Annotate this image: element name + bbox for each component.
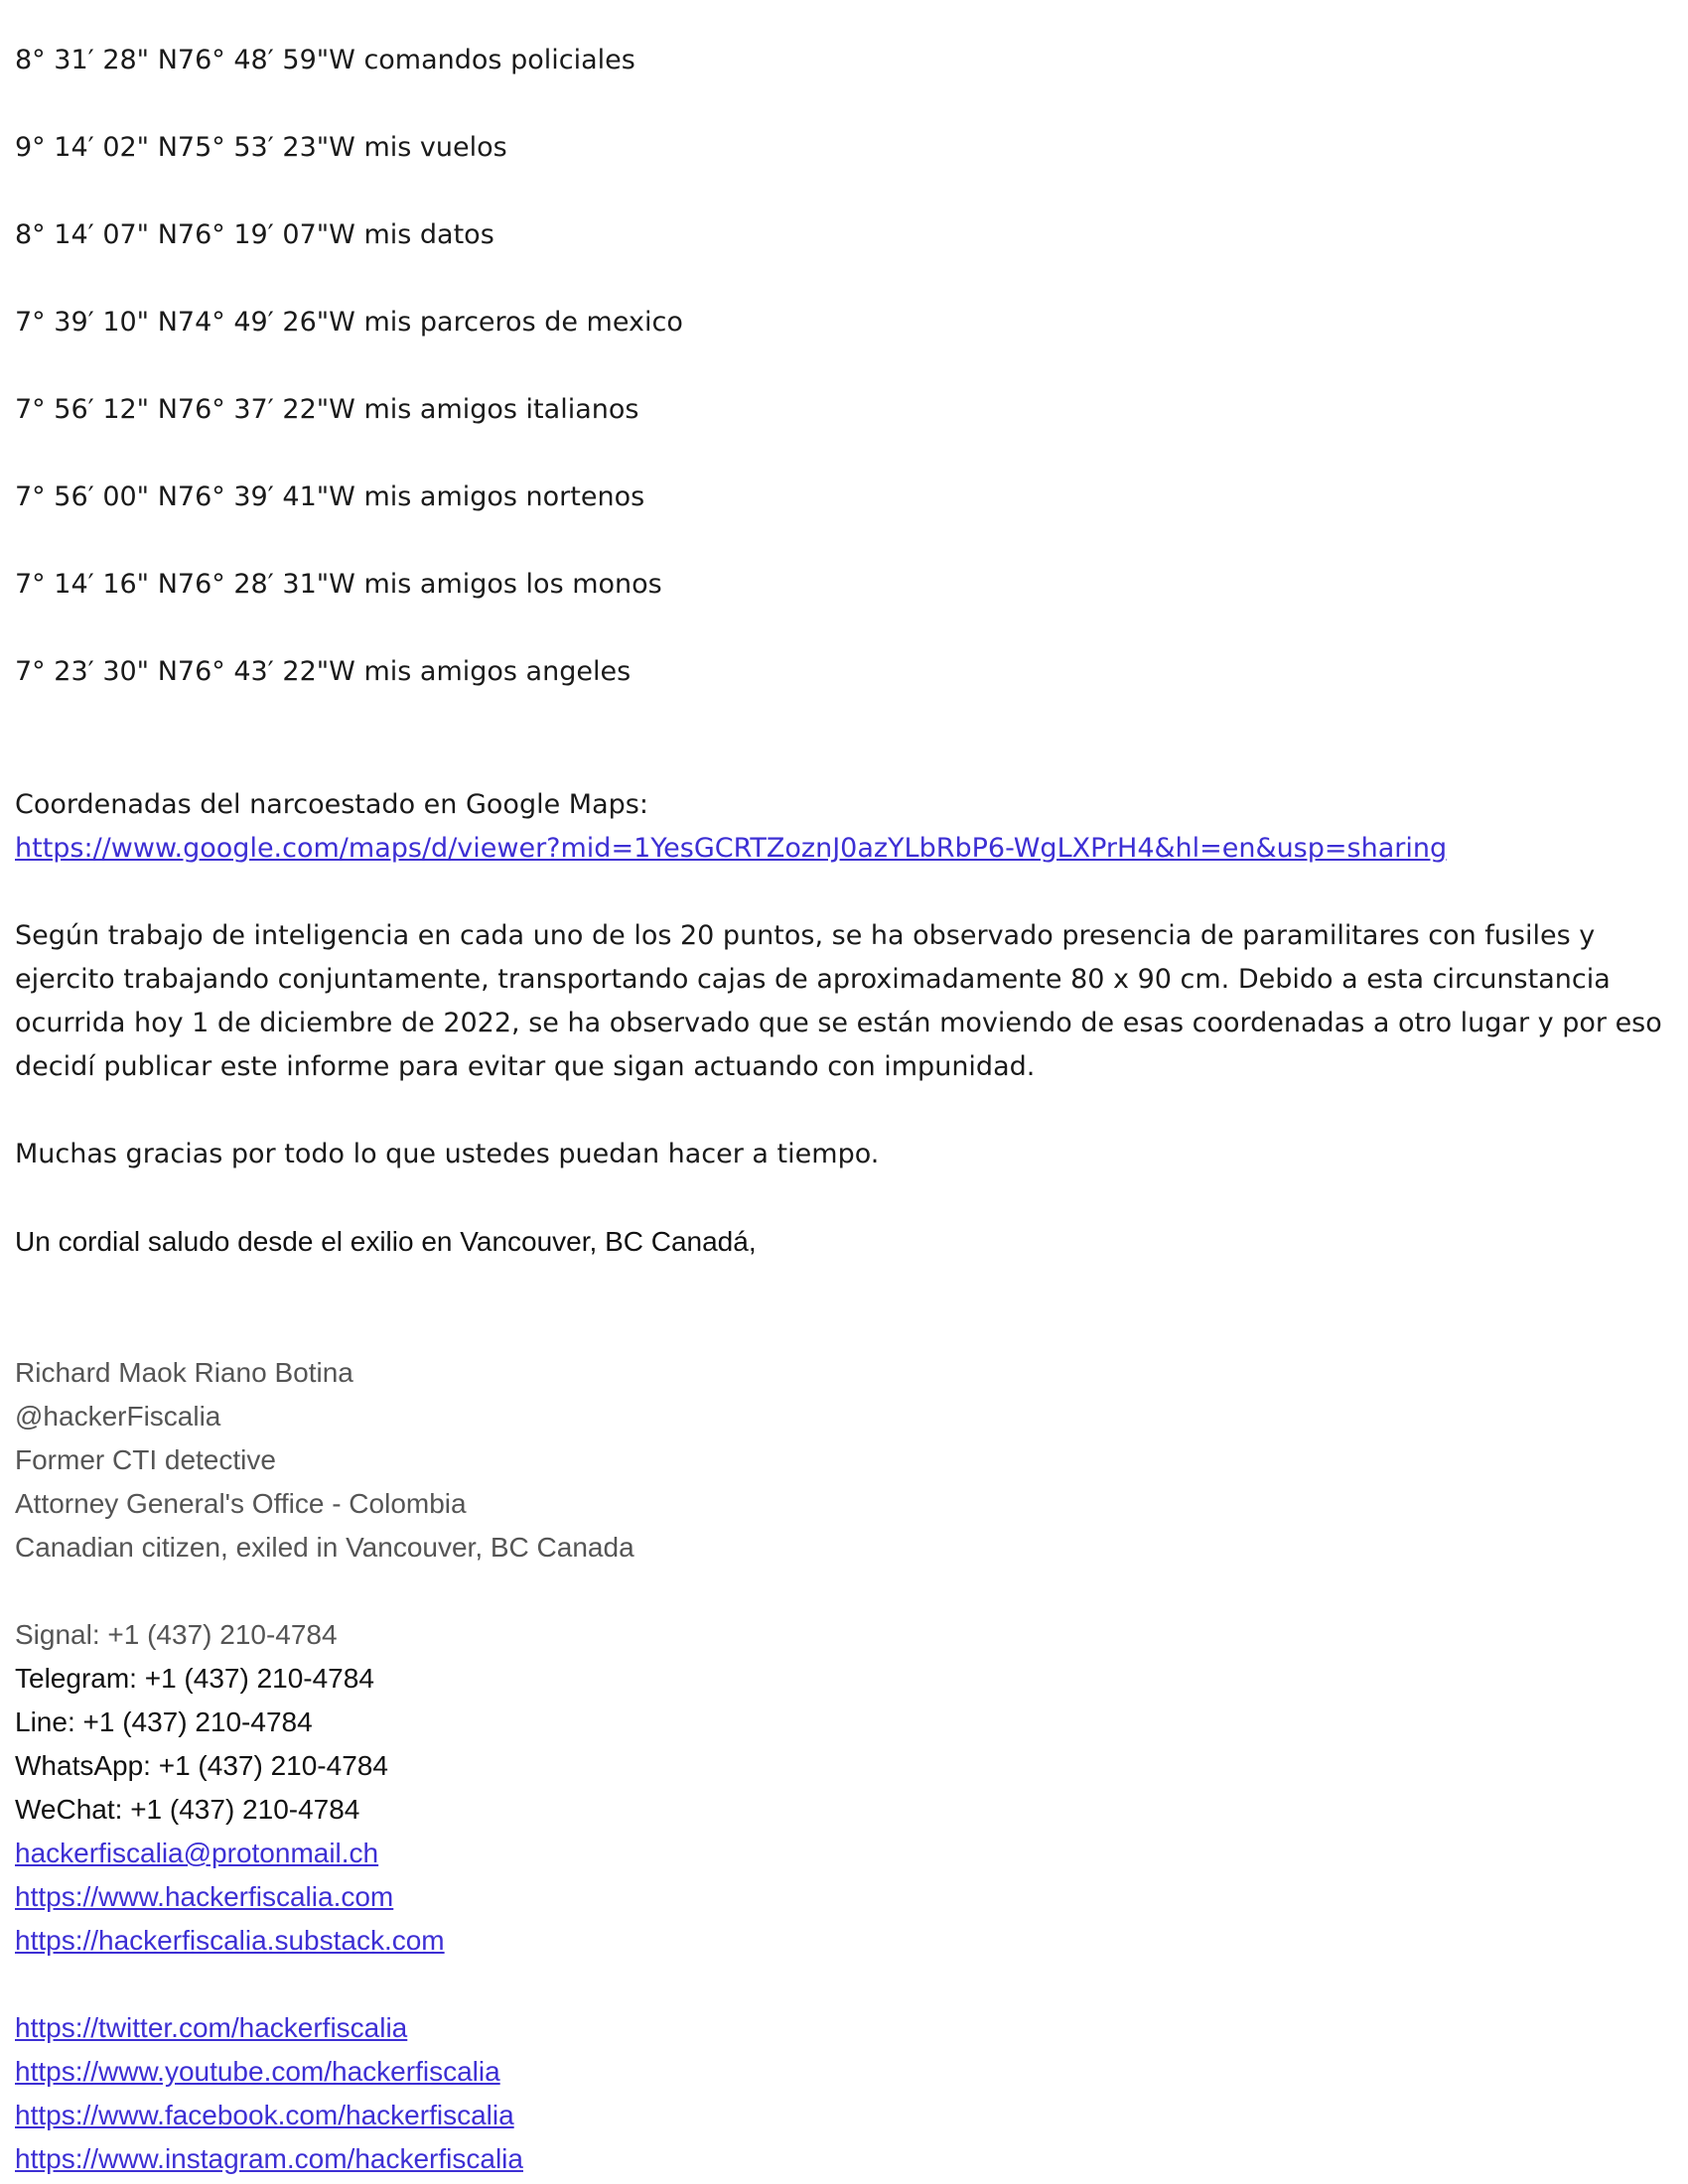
signature-citizenship: Canadian citizen, exiled in Vancouver, BC Canada: [15, 1532, 634, 1563]
coordinate-item: 7° 39′ 10" N74° 49′ 26"W mis parceros de mexico: [15, 307, 683, 338]
thanks-paragraph: Muchas gracias por todo lo que ustedes puedan hacer a tiempo.: [15, 1139, 880, 1169]
youtube-link[interactable]: https://www.youtube.com/hackerfiscalia: [15, 2056, 500, 2087]
coordinate-list: [15, 44, 1663, 688]
coordinate-item: 7° 14′ 16" N76° 28′ 31"W mis amigos los monos: [15, 569, 662, 600]
telegram-contact: Telegram: +1 (437) 210-4784: [15, 1663, 374, 1694]
substack-link[interactable]: https://hackerfiscalia.substack.com: [15, 1925, 445, 1956]
coordinate-item: 8° 14′ 07" N76° 19′ 07"W mis datos: [15, 219, 494, 250]
signature-block: [15, 1351, 1663, 2181]
website-link[interactable]: https://www.hackerfiscalia.com: [15, 1881, 394, 1912]
email-link[interactable]: hackerfiscalia@protonmail.ch: [15, 1838, 379, 1868]
wechat-contact: WeChat: +1 (437) 210-4784: [15, 1794, 360, 1825]
closing-greeting: Un cordial saludo desde el exilio en Vancouver, BC Canadá,: [15, 1226, 757, 1257]
signature-office: Attorney General's Office - Colombia: [15, 1488, 467, 1519]
line-contact: Line: +1 (437) 210-4784: [15, 1706, 313, 1737]
intelligence-paragraph: Según trabajo de inteligencia en cada uno de los 20 puntos, se ha observado presencia de paramilitares con fusiles y ejercito trabajando conjuntamente, transportando cajas de aproximadamente 80 x 90 cm. Debido a esta circunstancia ocurrida hoy 1 de diciembre de 2022, se ha observado que se están moviendo de esas coordenadas a otro lugar y por eso decidí publicar este informe para evitar que sigan actuando con impunidad.: [15, 920, 1662, 1082]
facebook-link[interactable]: https://www.facebook.com/hackerfiscalia: [15, 2100, 514, 2130]
signature-name: Richard Maok Riano Botina: [15, 1357, 353, 1388]
coordinate-item: 7° 56′ 00" N76° 39′ 41"W mis amigos nortenos: [15, 481, 645, 512]
google-maps-link[interactable]: https://www.google.com/maps/d/viewer?mid=1YesGCRTZoznJ0azYLbRbP6-WgLXPrH4&hl=en&usp=sharing: [15, 833, 1448, 864]
signature-spacer: [15, 1570, 1663, 1613]
coordinate-item: 9° 14′ 02" N75° 53′ 23"W mis vuelos: [15, 132, 507, 163]
maps-label: Coordenadas del narcoestado en Google Maps:: [15, 789, 648, 820]
twitter-link[interactable]: https://twitter.com/hackerfiscalia: [15, 2012, 408, 2043]
signal-contact: Signal: +1 (437) 210-4784: [15, 1619, 338, 1650]
signature-role: Former CTI detective: [15, 1444, 276, 1475]
document-page: [15, 44, 1663, 2181]
coordinate-item: 7° 56′ 12" N76° 37′ 22"W mis amigos italianos: [15, 394, 639, 425]
coordinate-item: 7° 23′ 30" N76° 43′ 22"W mis amigos angeles: [15, 656, 632, 687]
coordinate-item: 8° 31′ 28" N76° 48′ 59"W comandos policiales: [15, 45, 635, 75]
signature-spacer: [15, 1963, 1663, 2006]
whatsapp-contact: WhatsApp: +1 (437) 210-4784: [15, 1750, 388, 1781]
maps-section: [15, 783, 1663, 871]
instagram-link[interactable]: https://www.instagram.com/hackerfiscalia: [15, 2143, 523, 2174]
signature-handle: @hackerFiscalia: [15, 1401, 221, 1432]
